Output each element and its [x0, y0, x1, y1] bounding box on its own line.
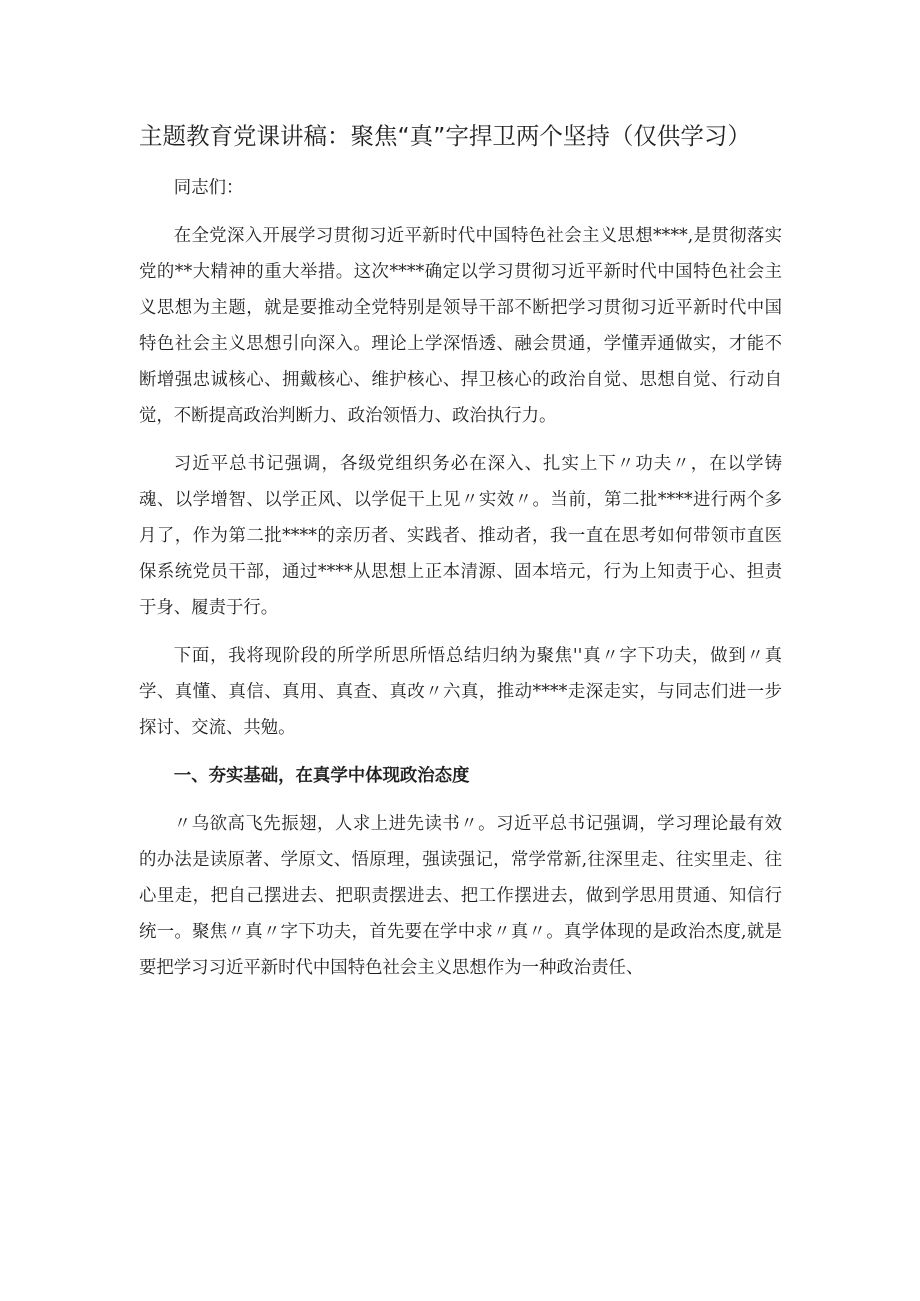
document-body: [139, 170, 782, 998]
document-title: 主题教育党课讲稿：聚焦“真”字捍卫两个坚持（仅供学习）: [139, 122, 751, 150]
paragraph: 在全党深入开展学习贯彻习近平新时代中国特色社会主义思想****,是贯彻落实党的**大精神的重大举措。这次****确定以学习贯彻习近平新时代中国特色社会主义思想为主题，就是要推动全党特别是领导干部不断把学习贯彻习近平新时代中国特色社会主义思想引向深入。理论上学深悟透、融会贯通，学懂弄通做实，才能不断增强忠诚核心、拥戴核心、维护核心、捍卫核心的政治自觉、思想自觉、行动自觉，不断提高政治判断力、政治领悟力、政治执行力。: [139, 226, 782, 426]
section-paragraph: 〃乌欲高飞先振翅，人求上进先读书〃。习近平总书记强调，学习理论最有效的办法是读原著、学原文、悟原理，强读强记，常学常新,往深里走、往实里走、往心里走，把自己摆进去、把职责摆进去、把工作摆进去，做到学思用贯通、知信行统一。聚焦〃真〃字下功夫，首先要在学中求〃真〃。真学体现的是政治杰度,就是要把学习习近平新时代中国特色社会主义思想作为一种政治责任、: [139, 814, 782, 978]
section-heading: 一、夯实基础，在真学中体现政治态度: [173, 766, 470, 786]
paragraph: 习近平总书记强调，各级党组织务必在深入、扎实上下〃功夫〃，在以学铸魂、以学增智、以学正风、以学促干上见〃实效〃。当前，第二批****进行两个多月了，作为第二批****的亲历者、实践者、推动者，我一直在思考如何带领市直医保系统党员干部，通过****从思想上正本清源、固本培元，行为上知责于心、担责于身、履责于行。: [139, 454, 782, 618]
greeting: 同志们：: [173, 178, 244, 198]
paragraph: 下面，我将现阶段的所学所思所悟总结归纳为聚焦''真〃字下功夫，做到〃真学、真懂、真信、真用、真查、真改〃六真，推动****走深走实，与同志们进一步探讨、交流、共勉。: [139, 646, 782, 738]
